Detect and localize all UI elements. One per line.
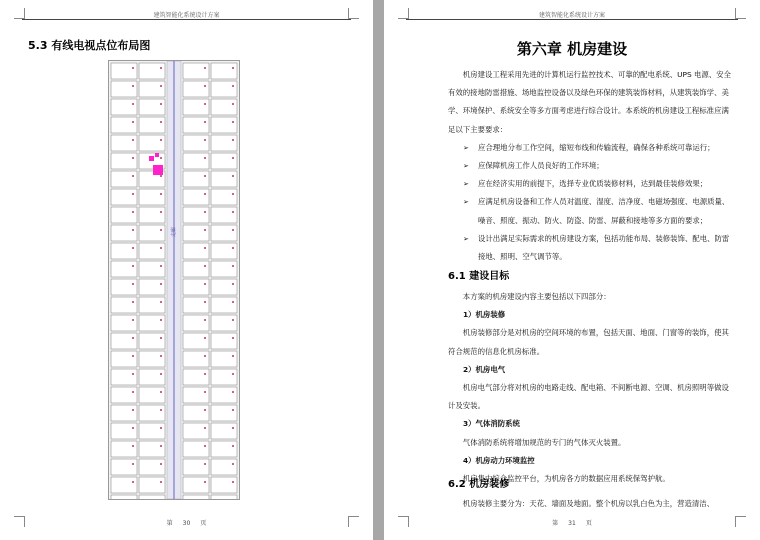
room-cell (111, 189, 137, 205)
tv-outlet-icon (204, 373, 206, 375)
tv-outlet-icon (160, 283, 162, 285)
tv-outlet-icon (132, 409, 134, 411)
goals-intro: 本方案的机房建设内容主要包括以下四部分： (462, 292, 611, 301)
tv-outlet-icon (204, 193, 206, 195)
room-cell (139, 387, 165, 403)
decoration-block (448, 495, 735, 513)
tv-outlet-icon (204, 229, 206, 231)
tv-outlet-icon (232, 85, 234, 87)
room-cell (211, 225, 237, 241)
room-cell (211, 243, 237, 259)
tv-outlet-icon (204, 283, 206, 285)
room-cell (211, 333, 237, 349)
page-header: 建筑智能化系统设计方案 (538, 12, 605, 19)
bullet-text: 应在经济实用的前提下，选择专业优质装修材料，达到最佳装修效果； (478, 179, 708, 189)
tv-outlet-icon (204, 211, 206, 213)
item-title: 3）气体消防系统 (463, 419, 520, 429)
page-suffix: 页 (585, 520, 592, 527)
tv-outlet-icon (160, 265, 162, 267)
room-cell (211, 477, 237, 493)
tv-outlet-icon (232, 391, 234, 393)
room-cell (183, 297, 209, 313)
tv-outlet-icon (132, 427, 134, 429)
tv-outlet-icon (204, 103, 206, 105)
room-cell (183, 207, 209, 223)
bullet-arrow-icon: ➢ (463, 198, 469, 207)
tv-outlet-icon (132, 175, 134, 177)
room-cell (111, 333, 137, 349)
tv-outlet-icon (204, 427, 206, 429)
room-cell (139, 333, 165, 349)
tv-outlet-icon (232, 139, 234, 141)
room-cell (111, 297, 137, 313)
page-number: 31 (568, 520, 576, 527)
equipment-marker (149, 156, 154, 161)
item-title: 2）机房电气 (463, 364, 506, 374)
tv-outlet-icon (204, 139, 206, 141)
tv-outlet-icon (232, 121, 234, 123)
room-cell (139, 243, 165, 259)
room-cell (139, 297, 165, 313)
tv-outlet-icon (132, 481, 134, 483)
room-cell (139, 135, 165, 151)
bullet-arrow-icon: ➢ (463, 234, 469, 243)
tv-outlet-icon (232, 247, 234, 249)
room-cell (139, 81, 165, 97)
room-cell (183, 495, 209, 499)
room-cell (139, 423, 165, 439)
room-cell (139, 369, 165, 385)
tv-outlet-icon (132, 157, 134, 159)
equipment-room-marker (153, 165, 163, 175)
room-cell (111, 387, 137, 403)
item-text: 机房装修部分是对机房的空间环境的布置，包括天面、地面、门窗等的装饰，使其符合规范的信息化机房标准。 (448, 328, 729, 356)
room-cell (139, 315, 165, 331)
list-item (448, 157, 735, 175)
tv-outlet-icon (232, 481, 234, 483)
page-footer (0, 518, 373, 527)
tv-outlet-icon (160, 247, 162, 249)
room-cell (211, 279, 237, 295)
tv-outlet-icon (204, 463, 206, 465)
room-cell (211, 153, 237, 169)
tv-outlet-icon (160, 391, 162, 393)
room-cell (183, 63, 209, 79)
item-title: 4）机房动力环境监控 (463, 455, 535, 465)
room-cell (183, 261, 209, 277)
room-cell (139, 351, 165, 367)
tv-outlet-icon (204, 85, 206, 87)
tv-outlet-icon (204, 121, 206, 123)
tv-outlet-icon (160, 157, 162, 159)
page-suffix: 页 (200, 520, 207, 527)
tv-outlet-icon (132, 355, 134, 357)
room-cell (139, 279, 165, 295)
room-cell (211, 117, 237, 133)
room-cell (111, 351, 137, 367)
room-cell (183, 279, 209, 295)
tv-outlet-icon (204, 301, 206, 303)
intro-paragraph: 机房建设工程采用先进的计算机运行监控技术、可靠的配电系统、UPS 电源、安全有效的接地防雷措施、场地监控设备以及绿色环保的建筑装饰材料，从建筑装饰学、美学、环境保护、系统安全等多方面考虑进行综合设计。本系统的机房建设工程标准应满足以下主要要求： (448, 70, 731, 134)
tv-outlet-icon (160, 373, 162, 375)
room-cell (139, 459, 165, 475)
tv-outlet-icon (204, 319, 206, 321)
room-cell (211, 459, 237, 475)
crop-mark (348, 8, 359, 19)
tv-outlet-icon (160, 121, 162, 123)
room-cell (211, 261, 237, 277)
room-cell (183, 135, 209, 151)
tv-outlet-icon (232, 319, 234, 321)
tv-outlet-icon (232, 103, 234, 105)
page-prefix: 第 (166, 520, 173, 527)
room-cell (211, 81, 237, 97)
tv-outlet-icon (160, 229, 162, 231)
room-cell (183, 315, 209, 331)
corridor-label: 走廊 (171, 226, 177, 237)
bullet-arrow-icon: ➢ (463, 180, 469, 189)
tv-outlet-icon (232, 373, 234, 375)
tv-outlet-icon (160, 103, 162, 105)
tv-outlet-icon (204, 481, 206, 483)
room-cell (183, 351, 209, 367)
room-cell (183, 189, 209, 205)
room-cell (139, 207, 165, 223)
section-heading-6-2: 6.2 机房装修 (448, 479, 510, 490)
tv-outlet-icon (160, 301, 162, 303)
tv-outlet-icon (204, 247, 206, 249)
room-cell (139, 441, 165, 457)
page-prefix: 第 (552, 520, 559, 527)
tv-outlet-icon (132, 265, 134, 267)
tv-outlet-icon (160, 463, 162, 465)
crop-mark (398, 8, 409, 19)
room-cell (111, 225, 137, 241)
room-cell (211, 297, 237, 313)
room-cell (139, 63, 165, 79)
tv-outlet-icon (232, 301, 234, 303)
left-page (0, 0, 373, 540)
room-cell (183, 369, 209, 385)
room-cell (211, 189, 237, 205)
tv-outlet-icon (132, 247, 134, 249)
tv-outlet-icon (160, 85, 162, 87)
room-cell (139, 99, 165, 115)
room-cell (111, 441, 137, 457)
room-cell (211, 423, 237, 439)
room-cell (139, 495, 165, 499)
room-cell (183, 423, 209, 439)
item-text: 气体消防系统将增加规范的专门的气体灭火装置。 (462, 437, 626, 447)
tv-outlet-icon (232, 265, 234, 267)
bullet-text: 应合理地分布工作空间，缩短布线和传输流程，确保各种系统可靠运行； (478, 142, 715, 152)
tv-outlet-icon (132, 211, 134, 213)
room-cell (111, 99, 137, 115)
tv-outlet-icon (232, 67, 234, 69)
tv-outlet-icon (232, 283, 234, 285)
decoration-text: 机房装修主要分为：天花、墙面及地面。整个机房以乳白色为主，营造清洁、 (462, 499, 715, 508)
tv-outlet-icon (232, 175, 234, 177)
room-cell (111, 369, 137, 385)
goals-block (448, 288, 735, 488)
room-cell (139, 117, 165, 133)
equipment-marker (155, 153, 159, 157)
room-cell (139, 225, 165, 241)
tv-outlet-icon (204, 175, 206, 177)
room-cell (139, 405, 165, 421)
room-cell (211, 171, 237, 187)
room-cell (183, 459, 209, 475)
tv-outlet-icon (160, 355, 162, 357)
bullet-arrow-icon: ➢ (463, 162, 469, 171)
tv-outlet-icon (232, 445, 234, 447)
room-cell (211, 387, 237, 403)
tv-outlet-icon (132, 463, 134, 465)
header-rule (406, 19, 738, 20)
page-header: 建筑智能化系统设计方案 (153, 12, 220, 19)
crop-mark (735, 8, 746, 19)
tv-outlet-icon (132, 445, 134, 447)
room-cell (211, 351, 237, 367)
room-cell (183, 405, 209, 421)
floor-plan-figure (108, 60, 240, 500)
room-cell (183, 117, 209, 133)
tv-outlet-icon (232, 463, 234, 465)
tv-outlet-icon (160, 211, 162, 213)
tv-outlet-icon (132, 139, 134, 141)
bullet-text: 应保障机房工作人员良好的工作环境； (478, 161, 604, 171)
tv-outlet-icon (204, 355, 206, 357)
tv-outlet-icon (232, 157, 234, 159)
tv-outlet-icon (160, 139, 162, 141)
tv-outlet-icon (232, 355, 234, 357)
tv-outlet-icon (232, 229, 234, 231)
tv-outlet-icon (204, 337, 206, 339)
room-cell (111, 477, 137, 493)
tv-outlet-icon (132, 193, 134, 195)
tv-outlet-icon (232, 193, 234, 195)
tv-outlet-icon (132, 85, 134, 87)
page-footer (384, 518, 760, 527)
tv-outlet-icon (132, 283, 134, 285)
room-cell (111, 459, 137, 475)
room-cell (211, 441, 237, 457)
tv-outlet-icon (160, 409, 162, 411)
room-cell (211, 135, 237, 151)
room-cell (211, 495, 237, 499)
tv-outlet-icon (204, 265, 206, 267)
room-cell (183, 99, 209, 115)
tv-outlet-icon (232, 427, 234, 429)
room-cell (111, 207, 137, 223)
tv-outlet-icon (160, 481, 162, 483)
room-cell (139, 261, 165, 277)
section-heading-6-1: 6.1 建设目标 (448, 271, 510, 282)
tv-outlet-icon (132, 391, 134, 393)
chapter-title: 第六章 机房建设 (516, 40, 628, 58)
tv-outlet-icon (160, 193, 162, 195)
room-cell (111, 243, 137, 259)
room-cell (183, 225, 209, 241)
room-cell (111, 171, 137, 187)
tv-outlet-icon (132, 319, 134, 321)
tv-outlet-icon (232, 409, 234, 411)
bullet-arrow-icon: ➢ (463, 143, 469, 152)
room-cell (111, 153, 137, 169)
room-cell (111, 279, 137, 295)
floor-plan-drawing (109, 61, 239, 499)
tv-outlet-icon (232, 337, 234, 339)
tv-outlet-icon (160, 67, 162, 69)
room-cell (211, 63, 237, 79)
tv-outlet-icon (204, 445, 206, 447)
tv-outlet-icon (132, 301, 134, 303)
room-cell (111, 315, 137, 331)
bullet-text: 设计出满足实际需求的机房建设方案，包括功能布局、装修装饰、配电、防雷接地、照明、空气调节等。 (478, 233, 730, 262)
header-rule (22, 19, 351, 20)
item-text: 机房集中综合监控平台，为机房各方的数据应用系统保驾护航。 (462, 474, 670, 484)
list-item (448, 193, 735, 229)
tv-outlet-icon (132, 337, 134, 339)
tv-outlet-icon (160, 445, 162, 447)
tv-outlet-icon (160, 337, 162, 339)
room-cell (183, 243, 209, 259)
tv-outlet-icon (204, 391, 206, 393)
intro-block (448, 66, 735, 266)
room-cell (111, 117, 137, 133)
room-cell (139, 477, 165, 493)
room-cell (111, 135, 137, 151)
tv-outlet-icon (132, 121, 134, 123)
tv-outlet-icon (160, 175, 162, 177)
tv-outlet-icon (160, 319, 162, 321)
room-cell (211, 315, 237, 331)
tv-outlet-icon (132, 373, 134, 375)
room-cell (211, 369, 237, 385)
room-cell (111, 63, 137, 79)
tv-outlet-icon (232, 211, 234, 213)
bullet-text: 应满足机房设备和工作人员对温度、湿度、洁净度、电磁场强度、电源质量、噪音、照度、振动、防火、防盗、防雷、屏蔽和接地等多方面的要求； (478, 197, 730, 225)
tv-outlet-icon (204, 67, 206, 69)
room-cell (211, 207, 237, 223)
page-number: 30 (182, 520, 191, 527)
room-cell (183, 477, 209, 493)
room-cell (111, 495, 137, 499)
tv-outlet-icon (132, 229, 134, 231)
room-cell (111, 405, 137, 421)
room-cell (211, 99, 237, 115)
tv-outlet-icon (132, 103, 134, 105)
item-title: 1）机房装修 (463, 310, 506, 320)
room-cell (183, 333, 209, 349)
room-cell (111, 423, 137, 439)
room-cell (183, 171, 209, 187)
list-item (448, 139, 735, 157)
room-cell (183, 387, 209, 403)
room-cell (111, 261, 137, 277)
tv-outlet-icon (132, 67, 134, 69)
room-cell (111, 81, 137, 97)
room-cell (183, 81, 209, 97)
right-page (384, 0, 760, 540)
item-text: 机房电气部分将对机房的电路走线、配电箱、不间断电源、空调、机房照明等做设计及安装。 (448, 383, 729, 411)
tv-outlet-icon (204, 157, 206, 159)
tv-outlet-icon (204, 409, 206, 411)
list-item (448, 230, 735, 266)
section-title: 5.3 有线电视点位布局图 (28, 39, 151, 52)
room-cell (211, 405, 237, 421)
room-cell (183, 153, 209, 169)
list-item (448, 175, 735, 193)
room-cell (183, 441, 209, 457)
room-cell (139, 189, 165, 205)
tv-outlet-icon (160, 427, 162, 429)
crop-mark (14, 8, 25, 19)
